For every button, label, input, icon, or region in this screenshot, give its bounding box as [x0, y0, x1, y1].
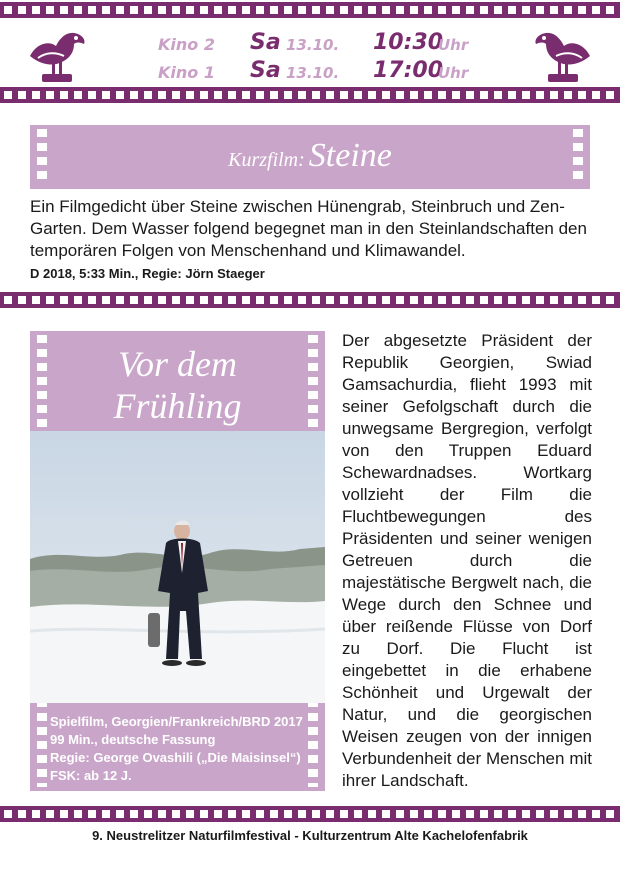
screening-day: Sa [250, 58, 281, 83]
screening-time: 17:00 [373, 58, 444, 83]
screening-time: 10:30 [373, 30, 444, 55]
short-film-banner [30, 125, 590, 189]
feature-film-description: Der abgesetzte Präsident der Republik Georgien, Swiad Gamsachurdia, flieht 1993 mit seiner Gefolgschaft durch die unwegsame Bergregion, verfolgt von den Truppen Eduard Schewardnadses. Wortkarg vollzieht der Film die Fluchtbewegungen des Präsidenten und seiner wenigen Getreuen durch die majestätische Bergwelt nach, die Wege durch den Schnee und über reißende Flüsse von Dorf zu Dorf. Die Flucht ist eingebettet in die erhabene Schönheit und Urgewalt der Natur, und die georgischen Weisen zeugen von der innigen Verbundenheit der Menschen mit ihrer Landschaft. [342, 331, 592, 790]
screening-day: Sa [250, 30, 281, 55]
screening-date: 13.10. [286, 64, 340, 82]
short-film-title: Steine [308, 137, 392, 174]
feature-film-genre: Spielfilm, Georgien/Frankreich/BRD 2017 [50, 714, 303, 729]
feature-film-title [50, 343, 305, 427]
film-strip-top [0, 2, 620, 18]
film-strip-header-bottom [0, 87, 620, 103]
screening-row [0, 58, 620, 84]
feature-film-meta [50, 713, 303, 785]
film-strip-middle [0, 292, 620, 308]
feature-film-still [30, 431, 325, 703]
feature-film-runtime: 99 Min., deutsche Fassung [50, 732, 216, 747]
feature-film-director: Regie: George Ovashili („Die Maisinsel“) [50, 750, 301, 765]
screening-row [0, 30, 620, 56]
screening-date: 13.10. [286, 36, 340, 54]
film-strip-bottom [0, 806, 620, 822]
screening-time-unit: Uhr [438, 64, 469, 82]
feature-film-title-line1: Vor dem [118, 344, 237, 384]
short-film-prefix: Kurzfilm: [228, 149, 305, 171]
screening-time-unit: Uhr [438, 36, 469, 54]
screening-cinema: Kino 1 [158, 63, 215, 82]
short-film-credits: D 2018, 5:33 Min., Regie: Jörn Staeger [30, 266, 265, 281]
feature-film-title-line2: Frühling [113, 386, 242, 426]
screening-cinema: Kino 2 [158, 35, 215, 54]
feature-film-card [30, 331, 325, 791]
short-film-description: Ein Filmgedicht über Steine zwischen Hünengrab, Steinbruch und Zen-Garten. Dem Wasser folgend begegnet man in den Steinlandschaften den temporären Folgen von Menschenhand und Klimawandel. [30, 197, 587, 260]
feature-film-rating: FSK: ab 12 J. [50, 768, 132, 783]
footer-text: 9. Neustrelitzer Naturfilmfestival - Kulturzentrum Alte Kachelofenfabrik [92, 828, 528, 843]
